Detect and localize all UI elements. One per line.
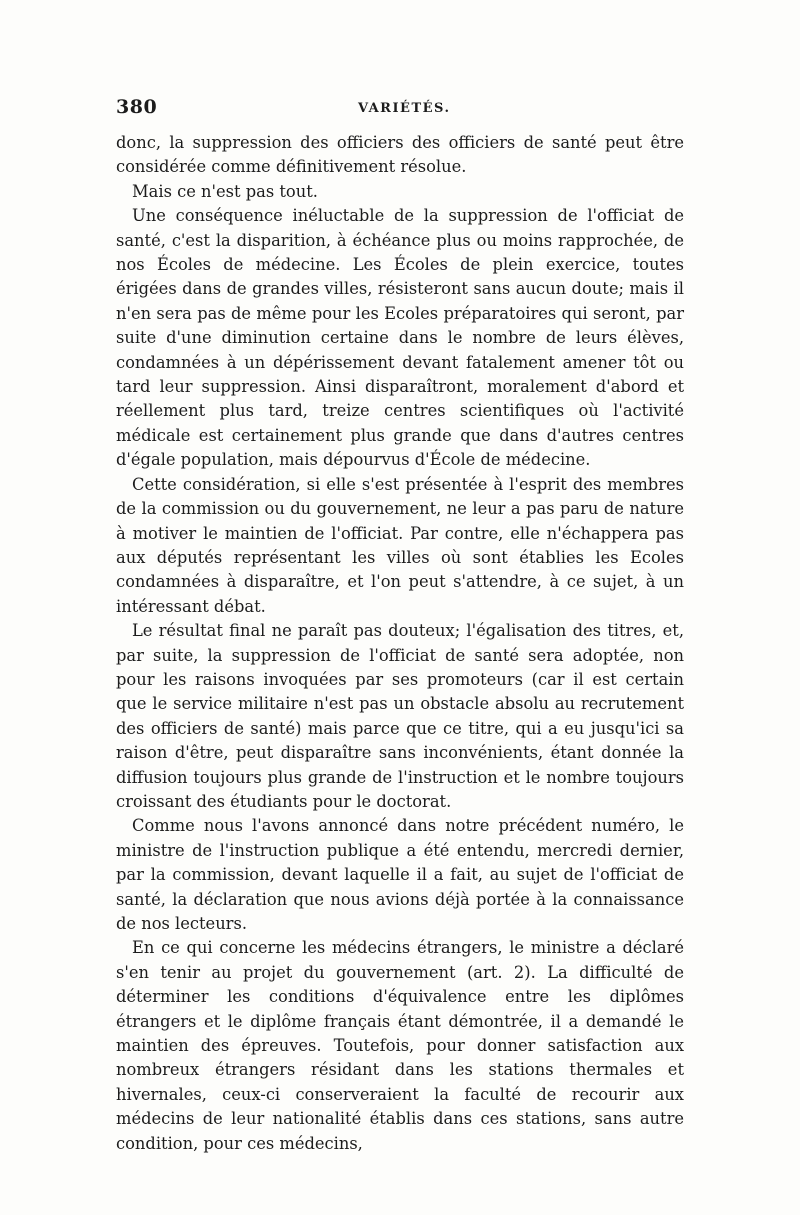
page-number: 380 [116, 96, 158, 118]
paragraph: Une conséquence inéluctable de la suppression de l'officiat de santé, c'est la disparition, à échéance plus ou moins rapprochée, de nos Écoles de médecine. Les Écoles de plein exercice, toutes érigées dans de grandes villes, résisteront sans aucun doute; mais il n'en sera pas de même pour les Ecoles préparatoires qui seront, par suite d'une diminution certaine dans le nombre de leurs élèves, condamnées à un dépérissement devant fatalement amener tôt ou tard leur suppression. Ainsi disparaîtront, moralement d'abord et réellement plus tard, treize centres scientifiques où l'activité médicale est certainement plus grande que dans d'autres centres d'égale population, mais dépourvus d'École de médecine. [116, 206, 684, 470]
paragraph: Mais ce n'est pas tout. [132, 181, 318, 201]
paragraph: Cette considération, si elle s'est présentée à l'esprit des membres de la commission ou du gouvernement, ne leur a pas paru de nature à motiver le maintien de l'officiat. Par contre, elle n'échappera pas aux députés représentant les villes où sont établies les Ecoles condamnées à disparaître, et l'on peut s'attendre, à ce sujet, à un intéressant débat. [116, 474, 684, 616]
paragraph: Comme nous l'avons annoncé dans notre précédent numéro, le ministre de l'instruction publique a été entendu, mercredi dernier, par la commission, devant laquelle il a fait, au sujet de l'officiat de santé, la déclaration que nous avions déjà portée à la connaissance de nos lecteurs. [116, 816, 684, 933]
page-header [116, 96, 686, 126]
paragraph-continuation: donc, la suppression des officiers des officiers de santé peut être considérée comme définitivement résolue. [116, 133, 684, 177]
running-title: VARIÉTÉS. [358, 101, 451, 116]
paragraph: En ce qui concerne les médecins étrangers, le ministre a déclaré s'en tenir au projet du gouvernement (art. 2). La difficulté de déterminer les conditions d'équivalence entre les diplômes étrangers et le diplôme français étant démontrée, il a demandé le maintien des épreuves. Toutefois, pour donner satisfaction aux nombreux étrangers résidant dans les stations thermales et hivernales, ceux-ci conserveraient la faculté de recourir aux médecins de leur nationalité établis dans ces stations, sans autre condition, pour ces médecins, [116, 938, 684, 1153]
body-text [116, 131, 684, 1156]
paragraph: Le résultat final ne paraît pas douteux; l'égalisation des titres, et, par suite, la suppression de l'officiat de santé sera adoptée, non pour les raisons invoquées par ses promoteurs (car il est certain que le service militaire n'est pas un obstacle absolu au recrutement des officiers de santé) mais parce que ce titre, qui a eu jusqu'ici sa raison d'être, peut disparaître sans inconvénients, étant donnée la diffusion toujours plus grande de l'instruction et le nombre toujours croissant des étudiants pour le doctorat. [116, 621, 684, 811]
